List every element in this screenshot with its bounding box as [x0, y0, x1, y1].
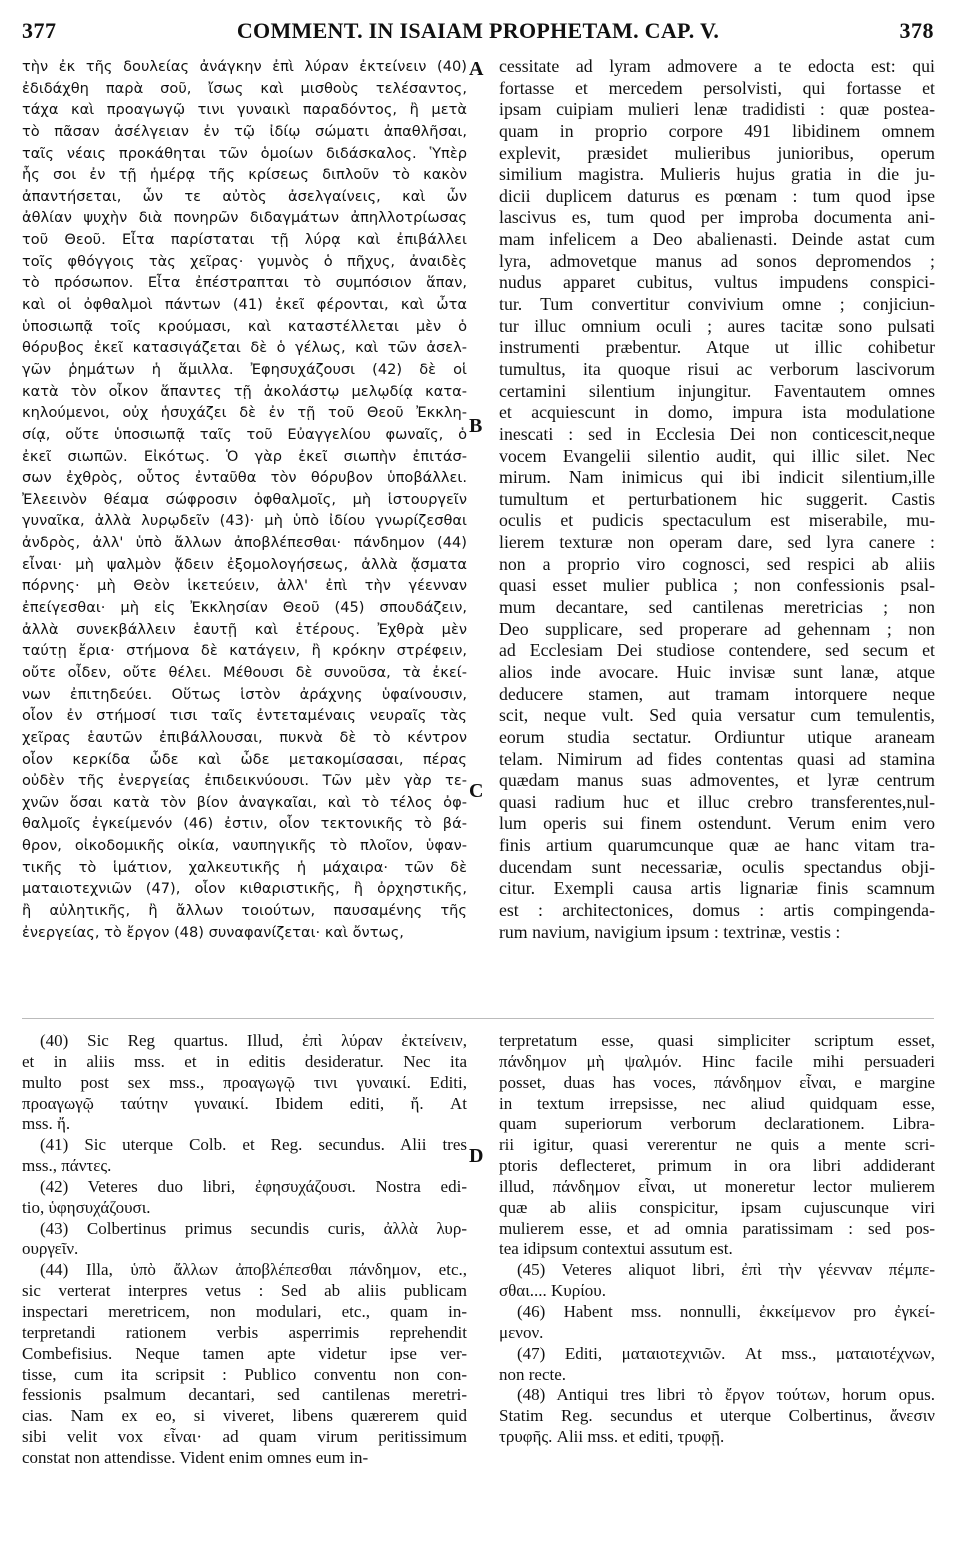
latin-text-line: est : architectonices, domus : artis compingenda- [499, 899, 935, 920]
greek-text-line: ἀνδρὸς, ἀλλ' ὑπὸ ἄλλων ἀποβλέπεσθαι· πάνδημον (44) [22, 534, 467, 552]
footnote-line: sibi velit vox εἶναι· ad quam virum peritissimum [22, 1427, 467, 1447]
greek-text-line: τάχα καὶ προαγωγῷ τινι γυναικὶ παραδόντος, ἢ μετὰ [22, 101, 467, 119]
latin-text-line: tumultum et perturbationem hic suggerit. Castis [499, 488, 935, 509]
footnote-line: μενον. [499, 1322, 544, 1342]
latin-text-line: dicii duplicem daturus es pœnam : tum quod ipse [499, 185, 935, 206]
greek-text-line: γῶν ῥημάτων ἡ ἅμιλλα. Ἐφησυχάζουσι (42) δὲ οἱ [22, 360, 467, 378]
greek-text-line: ἢ αὐλητικῆς, ἢ ἄλλων τοιούτων, παυσαμένης τῆς [22, 901, 467, 919]
footnote-line: ουργεῖν. [22, 1239, 79, 1259]
greek-text-column [22, 56, 467, 943]
greek-text-line: ἧς σοι ἐν τῇ ἡμέρᾳ τῆς κρίσεως διπλοῦν τὸ κακὸν [22, 166, 467, 184]
right-page-number: 378 [899, 18, 934, 43]
footnote-line: τρυφῆς. Alii mss. et editi, τρυφῇ. [499, 1427, 725, 1447]
latin-text-line: deducere stamen, aut tramam intorquere neque [499, 683, 935, 704]
greek-text-line: τὸ πρόσωπον. Εἶτα ἐπέστραπται τὸ συμπόσιον ἅπαν, [22, 274, 467, 292]
margin-letter-a: A [469, 58, 484, 80]
footnote-line: mss., πάντες. [22, 1156, 112, 1176]
footnote-line: sic verterat interpres vetus : Sed ab aliis publicam [22, 1281, 467, 1301]
latin-text-line: certamini silentium injungitur. Faventautem omnes [499, 380, 935, 401]
footnote-line: quam superiorum verborum declarationem. Libra- [499, 1114, 935, 1134]
latin-text-line: telam. Nimirum ad fides contentas quasi ad stamina [499, 748, 935, 769]
footnote-line: ptoris deflecteret, primum in ora libri addiderant [499, 1156, 935, 1176]
greek-text-line: θρον, οἰκοδομικῆς οἰκία, ναυπηγικῆς τὸ πλοῖον, ὑφαν- [22, 837, 467, 855]
greek-text-line: οἷον ἐν στήμοσί τισι ταῖς ἐντεταμέναις νευραῖς τὰς [22, 707, 467, 725]
footnote-line: multo post sex mss., προαγωγῷ τινι γυναικί. Editi, [22, 1072, 467, 1092]
latin-text-line: vocem Evangelii silentio audit, qui illic silet. Nec [499, 445, 935, 466]
footnote-line: constat non attendisse. Vident enim omnes eum in- [22, 1447, 369, 1467]
latin-text-line: fortasse et mercedem persolvisti, qui fortasse et [499, 77, 935, 98]
footnote-line: cias. Nam ex eo, si viveret, libens quærerem quid [22, 1406, 467, 1426]
footnote-line: (46) Habent mss. nonnulli, ἐκκείμενον pro ἐγκεί- [517, 1301, 935, 1321]
latin-text-line: mum decantare, sed cantilenas meretricias ; non [499, 597, 935, 618]
latin-text-line: tur. Tum convertitur convivium omne ; conjiciun- [499, 294, 935, 315]
greek-text-line: ἀθλίαν ψυχὴν διὰ πονηρῶν διδαγμάτων ἀπηλλοτρίωσας [22, 209, 467, 227]
footnote-line: mss. ἤ. [22, 1114, 71, 1134]
latin-text-line: lascivus es, tum quod per improba documenta ani- [499, 207, 935, 228]
footnote-line: προαγωγῷ ταύτην γυναικί. Ibidem editi, ἤ. At [22, 1093, 467, 1113]
latin-text-line: lierem texturæ non operam dare, sed lyra canere : [499, 532, 935, 553]
footnote-line: illud, πάνδημον εἶναι, ut moneretur lector mulierem [499, 1176, 935, 1196]
latin-text-line: finis artium quarumcunque quæ ae hanc vitam tra- [499, 835, 935, 856]
greek-text-line: οἷον κερκίδα ὧδε καὶ ὧδε μετακομίσασαι, πέρας [22, 750, 467, 768]
latin-text-line: tur illuc omnium oculi ; aures tacitæ sono pulsati [499, 315, 935, 336]
footnote-line: (48) Antiqui tres libri τὸ ἔργον τούτων, horum opus. [517, 1385, 935, 1405]
latin-text-line: lyra, admovetque manus ad sonos depromendos ; [499, 250, 935, 271]
greek-text-line: σων ἐχθρὸς, οὗτος ἐνταῦθα τὸν θόρυβον ὑποβάλλει. [22, 469, 467, 487]
footnote-line: (43) Colbertinus primus secundis curis, ἀλλὰ λυρ- [40, 1218, 467, 1238]
latin-text-line: mam infelicem a Deo abalienasti. Deinde astat cum [499, 229, 935, 250]
latin-text-line: ad Ecclesiam Dei studiose contendere, sed secum et [499, 640, 935, 661]
greek-text-line: τικῆς τὸ ἱμάτιον, χαλκευτικῆς ἡ μάχαιρα· τῶν δὲ [22, 858, 467, 876]
latin-text-line: quædam manus suas admoventes, et lyræ centrum [499, 770, 935, 791]
greek-text-line: ἀπαντήσεται, ὧν τε αὐτὸς ἀσελγαίνεις, καὶ ὧν [22, 187, 467, 205]
footnote-line: (40) Sic Reg quartus. Illud, ἐπὶ λύραν ἐκτείνειν, [40, 1031, 467, 1050]
greek-text-line: οὔτε οἶδεν, οὔτε θέλει. Μέθουσι δὲ συνοῦσα, τὰ ἐκεί- [22, 663, 467, 681]
latin-text-column [499, 56, 935, 943]
greek-text-line: χνῶν ὅσαι κατὰ τὸν βίον ἀναγκαῖαι, καὶ τὸ τέλος ὀφ- [22, 793, 467, 811]
greek-text-line: Ἐλεεινὸν θέαμα σώφροσιν ὀφθαλμοῖς, μὴ ἱστουργεῖν [22, 490, 467, 508]
notes-divider [22, 1018, 934, 1019]
running-title: COMMENT. IN ISAIAM PROPHETAM. CAP. V. [236, 18, 720, 43]
footnote-line: tisse, cum ita scripsit : Publico conventu non con- [22, 1364, 467, 1384]
footnote-line: fessionis psalmum decantari, sed cantilenas meretri- [22, 1385, 467, 1405]
footnote-line: πάνδημον μὴ ψαλμόν. Hinc facile mihi persuaderi [499, 1051, 935, 1071]
footnote-line: mulierem esse, et ad omnia paratissimam : sed pos- [499, 1218, 935, 1238]
greek-text-line: τὸ πᾶσαν ἀσέλγειαν ἐν τῷ ἰδίῳ σώματι ἀπαθλῆσαι, [22, 122, 467, 140]
footnote-line: terpretandi rationem verbis asperrimis reprehendit [22, 1322, 467, 1342]
footnote-line: (44) Illa, ὑπὸ ἄλλων ἀποβλέπεσθαι πάνδημον, etc., [40, 1260, 467, 1280]
latin-text-line: scit, neque vult. Sed quia versatur cum temulentis, [499, 705, 935, 726]
footnote-line: inspectari meretricem, non modulari, etc., quam in- [22, 1301, 467, 1321]
latin-text-line: instrumenti præbentur. Atque ut illic cohibetur [499, 337, 935, 358]
running-header [22, 18, 934, 46]
greek-text-line: ταῖς νέαις προκάθηται τῶν ὁμοίων διδάσκαλος. Ὑπὲρ [22, 144, 467, 162]
latin-text-line: mirum. Nam inimicus qui ibi indicit silentium,ille [499, 467, 935, 488]
latin-text-line: cessitate ad lyram admovere a te edocta est: qui [499, 56, 935, 76]
latin-text-line: quam in proprio corpore 491 libidinem omnem [499, 120, 935, 141]
footnote-line: Combefisius. Neque tamen apte videtur ipse ver- [22, 1343, 467, 1363]
latin-text-line: ducendam sunt necessariæ, oculis spectandus obji- [499, 856, 935, 877]
greek-text-line: ἐκεῖ σιωπῶν. Εἰκότως. Ὁ γὰρ ἐκεῖ σιωπὴν ἐπιτάσ- [22, 447, 467, 465]
footnote-line: non recte. [499, 1364, 567, 1384]
latin-text-line: explevit, præsidet mulieribus junioribus, operum [499, 142, 935, 163]
footnote-line: tio, ὑφησυχάζουσι. [22, 1197, 151, 1217]
greek-text-line: πόρνης· μὴ Θεὸν ἱκετεύειν, ἀλλ' ἐπὶ τὴν γέενναν [22, 577, 467, 595]
latin-text-line: nudus apparet cubitus, vultus impudens conspici- [499, 272, 935, 293]
margin-letter-b: B [469, 415, 483, 437]
greek-text-line: θόρυβος ἐκεῖ κατασιγάζεται δὲ ὁ γέλως, καὶ τῶν ἀσελ- [22, 339, 467, 357]
footnote-line: terpretatum esse, quasi simpliciter scriptum esset, [499, 1031, 935, 1050]
greek-text-line: γυναῖκα, ἀλλὰ λυρῳδεῖν (43)· μὴ ὑπὸ ἰδίου γνωρίζεσθαι [22, 512, 467, 530]
footnotes-right-column [499, 1031, 935, 1448]
greek-text-line: καὶ οἱ ὀφθαλμοὶ πάντων (41) ἐκεῖ φέρονται, καὶ ὦτα [22, 296, 467, 314]
latin-text-line: non a proprio viro cognosci, sed respici ab aliis [499, 553, 935, 574]
latin-text-line: similium magistra. Mulieris hujus gratia in die ju- [499, 164, 935, 185]
footnote-line: posset, duas has voces, πάνδημον εἶναι, e margine [499, 1072, 935, 1092]
greek-text-line: ὑποσιωπᾷ τοῖς κρούμασι, καὶ καταστέλλεται μὲν ὁ [22, 317, 467, 335]
greek-text-line: ἐνεργείας, τὸ ἔργον (48) συναφανίζεται· καὶ ὄντως, [22, 923, 404, 941]
footnote-line: quæ ab aliis conspicitur, ipsam cujuscunque viri [499, 1197, 935, 1217]
latin-text-line: quasi radium huc et illuc crebro transferentes,nul- [499, 791, 935, 812]
latin-text-line: oculis et pudicis spectaculum est miserabile, mu- [499, 510, 935, 531]
latin-text-line: ipsam cuipiam mulieri lenæ tradidisti : quæ postea- [499, 99, 935, 120]
footnotes-left-column [22, 1031, 467, 1469]
latin-text-line: lum operis sui finem ostendunt. Verum enim vero [499, 813, 935, 834]
footnote-line: rii igitur, quasi vererentur ne quis a mente scri- [499, 1135, 935, 1155]
footnote-line: (41) Sic uterque Colb. et Reg. secundus. Alii tres [40, 1135, 467, 1155]
latin-text-line: et acquiescunt in domo, impura ista modulatione [499, 402, 935, 423]
greek-text-line: θαλμοῖς ἐγκείμενόν (46) ἐστιν, οἷον τεκτονικῆς τὸ βά- [22, 815, 467, 833]
footnote-line: (47) Editi, ματαιοτεχνιῶν. At mss., ματαιοτέχνων, [517, 1343, 935, 1363]
latin-text-line: quasi esset mulier publica ; non confessionis psal- [499, 575, 935, 596]
latin-text-line: alios inde avocare. Huic invisæ sunt lanæ, atque [499, 661, 935, 682]
greek-text-line: κατὰ τὸν οἶκον ἅπαντες τῇ ἀκολάστῳ μελῳδίᾳ κατα- [22, 382, 467, 400]
footnote-line: in textum irrepsisse, nec aliud quidquam esse, [499, 1093, 935, 1113]
left-page-number: 377 [22, 18, 57, 43]
greek-text-line: χεῖρας ἑαυτῶν ἐπιβάλλουσαι, πυκνὰ δὲ τὸ κέντρον [22, 728, 467, 746]
greek-text-line: κηλούμενοι, οὐχ ἡσυχάζει δὲ ἐν τῇ τοῦ Θεοῦ Ἐκκλη- [22, 404, 467, 422]
greek-text-line: τοῖς φθόγγοις τὰς χεῖρας· γυμνὸς ὁ πῆχυς, ἀναιδὲς [22, 252, 467, 270]
margin-letter-c: C [469, 780, 484, 802]
latin-text-line: citur. Exempli causa artis lignariæ finis scamnum [499, 878, 935, 899]
margin-letter-d: D [469, 1145, 484, 1167]
latin-text-line: tumultus, ita quoque risui ac verborum lascivorum [499, 358, 935, 379]
greek-text-line: ματαιοτεχνιῶν (47), οἷον κιθαριστικῆς, ἢ ὀρχηστικῆς, [22, 880, 467, 898]
latin-text-line: eorum studia sectatur. Ordiuntur utique araneam [499, 726, 935, 747]
greek-text-line: ἐδιδάχθη παρὰ σοῦ, ἴσως καὶ μισθοὺς τελέσαντος, [22, 79, 467, 97]
footnote-line: Statim Reg. secundus et uterque Colbertinus, ἄνεσιν [499, 1406, 935, 1426]
greek-text-line: ταύτῃ ἔρια· στήμονα δὲ κατάγειν, ἢ κρόκην στρέφειν, [22, 642, 467, 660]
greek-text-line: εἶναι· μὴ ψαλμὸν ᾄδειν ἐξομολογήσεως, ἀλλὰ ᾄσματα [22, 555, 467, 573]
latin-text-line: rum navium, navigium ipsum : textrinæ, vestis : [499, 921, 841, 942]
greek-text-line: τὴν ἐκ τῆς δουλείας ἀνάγκην ἐπὶ λύραν ἐκτείνειν (40) [22, 58, 467, 75]
greek-text-line: νων ἐπιτηδεύει. Οὕτως ἱστὸν ἀράχνης ὑφαίνουσιν, [22, 685, 467, 703]
latin-text-line: inescati : sed in Ecclesia Dei non conticescit,neque [499, 423, 935, 444]
footnote-line: et in aliis mss. et in editis desideratur. Nec ita [22, 1051, 467, 1071]
footnote-line: (42) Veteres duo libri, ἐφησυχάζουσι. Nostra edi- [40, 1176, 467, 1196]
greek-text-line: ἀλλὰ συνεκβάλλειν ἑαυτῇ καὶ ἑτέρους. Ἐχθρὰ μὲν [22, 620, 467, 638]
greek-text-line: ἐπείγεσθαι· μὴ εἰς Ἐκκλησίαν Θεοῦ (45) σπουδάζειν, [22, 599, 467, 617]
footnote-line: (45) Veteres aliquot libri, ἐπὶ τὴν γέενναν πέμπε- [517, 1260, 935, 1280]
greek-text-line: σίᾳ, οὔτε ὑποσιωπᾷ ταῖς τοῦ Εὐαγγελίου φωναῖς, ὁ [22, 425, 467, 443]
greek-text-line: τοῦ Θεοῦ. Εἶτα παρίσταται τῇ λύρᾳ καὶ ἐπιβάλλει [22, 231, 467, 249]
footnote-line: σθαι.... Κυρίου. [499, 1281, 606, 1301]
footnote-line: tea idipsum contextui assutum est. [499, 1239, 733, 1259]
greek-text-line: οὐδὲν τῆς ἐνεργείας ἐπιδεικνύουσι. Τῶν μὲν γὰρ τε- [22, 772, 467, 790]
latin-text-line: Deo supplicare, sed properare ad gehennam ; non [499, 618, 935, 639]
